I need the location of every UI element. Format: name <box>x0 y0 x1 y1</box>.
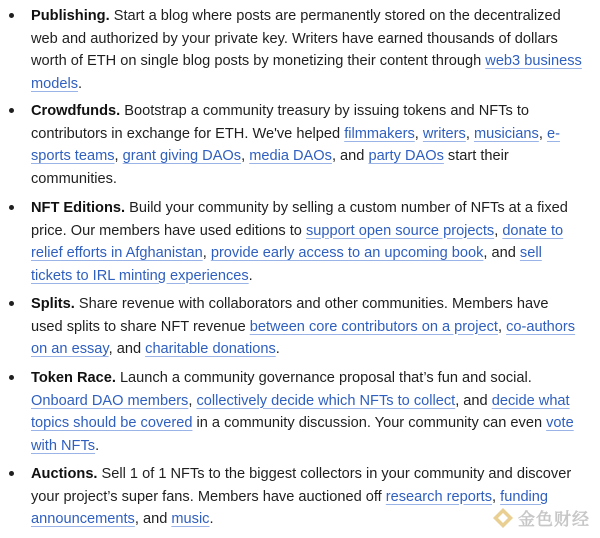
body-text: . <box>275 341 280 357</box>
inline-link[interactable]: musicians <box>473 125 539 142</box>
body-text: , and <box>108 341 146 357</box>
body-text: Share revenue with collaborators and other communities. Members have used splits to share NFT revenue <box>31 296 549 335</box>
watermark-text: 金色财经 <box>518 510 590 530</box>
body-text: , <box>494 222 503 239</box>
inline-link[interactable]: decide what topics should be covered <box>31 392 570 431</box>
body-text: Launch a community governance proposal that’s fun and social. <box>115 370 532 386</box>
list-item-splits <box>31 293 583 361</box>
inline-link[interactable]: grant giving DAOs <box>122 148 242 164</box>
inline-link[interactable]: sell tickets to IRL minting experiences <box>31 245 542 284</box>
body-text: , <box>538 125 547 142</box>
body-text: , <box>414 125 423 142</box>
body-text: , and <box>455 392 492 409</box>
bullet-icon <box>9 100 15 122</box>
watermark-logo-icon <box>492 507 514 529</box>
body-text: , <box>498 318 507 335</box>
body-text: , <box>114 148 123 164</box>
item-body <box>31 466 571 527</box>
item-title: Publishing. <box>31 8 110 24</box>
body-text: Bootstrap a community treasury by issuing tokens and NFTs to contributors in exchange for ETH. We've helped <box>31 103 529 142</box>
bullet-icon <box>9 5 15 27</box>
body-text: , and <box>331 148 369 164</box>
body-text: Build your community by selling a custom number of NFTs at a fixed price. Our members have used editions to <box>31 200 568 239</box>
body-text: in a community discussion. Your community can even <box>192 415 547 431</box>
item-title: Token Race. <box>31 370 116 386</box>
item-title: NFT Editions. <box>31 200 126 216</box>
item-title: Splits. <box>31 296 75 312</box>
body-text: Start a blog where posts are permanently stored on the decentralized web and authorized by your private key. Writers have earned thousands of dollars worth of ETH on single blog posts by monetizing their content through <box>31 8 561 69</box>
body-text: , and <box>134 511 172 527</box>
item-title: Crowdfunds. <box>31 103 121 119</box>
body-text: start their communities. <box>31 148 509 187</box>
inline-link[interactable]: support open source projects <box>305 222 495 239</box>
inline-link[interactable]: funding announcements <box>31 488 549 527</box>
inline-link[interactable]: charitable donations <box>145 341 276 357</box>
inline-link[interactable]: collectively decide which NFTs to collect <box>196 392 456 409</box>
inline-link[interactable]: e-sports teams <box>31 125 560 164</box>
inline-link[interactable]: co-authors on an essay <box>31 318 576 357</box>
inline-link[interactable]: Onboard DAO members <box>31 392 189 409</box>
inline-link[interactable]: filmmakers <box>344 125 415 142</box>
body-text: , <box>188 392 197 409</box>
inline-link[interactable]: donate to relief efforts in Afghanistan <box>31 222 564 261</box>
body-text: , <box>465 125 474 142</box>
body-text: , <box>492 488 501 505</box>
bullet-icon <box>9 367 15 389</box>
inline-link[interactable]: research reports <box>385 488 493 505</box>
body-text: . <box>95 437 100 454</box>
body-text: . <box>78 75 83 92</box>
body-text: , and <box>483 245 520 261</box>
body-text: , <box>241 148 250 164</box>
list-item-token-race <box>31 367 583 457</box>
watermark <box>492 505 590 530</box>
list-item-crowdfunds <box>31 100 583 190</box>
item-title: Auctions. <box>31 466 98 482</box>
item-body <box>31 296 575 357</box>
bullet-icon <box>9 463 15 485</box>
bullet-icon <box>9 293 15 315</box>
item-body <box>31 8 582 92</box>
bullet-icon <box>9 197 15 219</box>
inline-link[interactable]: between core contributors on a project <box>249 318 498 335</box>
inline-link[interactable]: music <box>171 511 210 527</box>
list-item-publishing <box>31 5 583 95</box>
body-text: , <box>202 245 211 261</box>
inline-link[interactable]: media DAOs <box>249 148 332 164</box>
list-item-nft-editions <box>31 197 583 287</box>
inline-link[interactable]: writers <box>422 125 466 142</box>
inline-link[interactable]: provide early access to an upcoming book <box>210 245 484 261</box>
body-text: . <box>248 267 253 284</box>
inline-link[interactable]: web3 business models <box>31 53 582 92</box>
inline-link[interactable]: vote with NFTs <box>31 415 574 454</box>
body-text: . <box>209 511 214 527</box>
body-text: Sell 1 of 1 NFTs to the biggest collectors in your community and discover your project’s super fans. Members have auctioned off <box>31 466 572 505</box>
inline-link[interactable]: party DAOs <box>368 148 444 164</box>
